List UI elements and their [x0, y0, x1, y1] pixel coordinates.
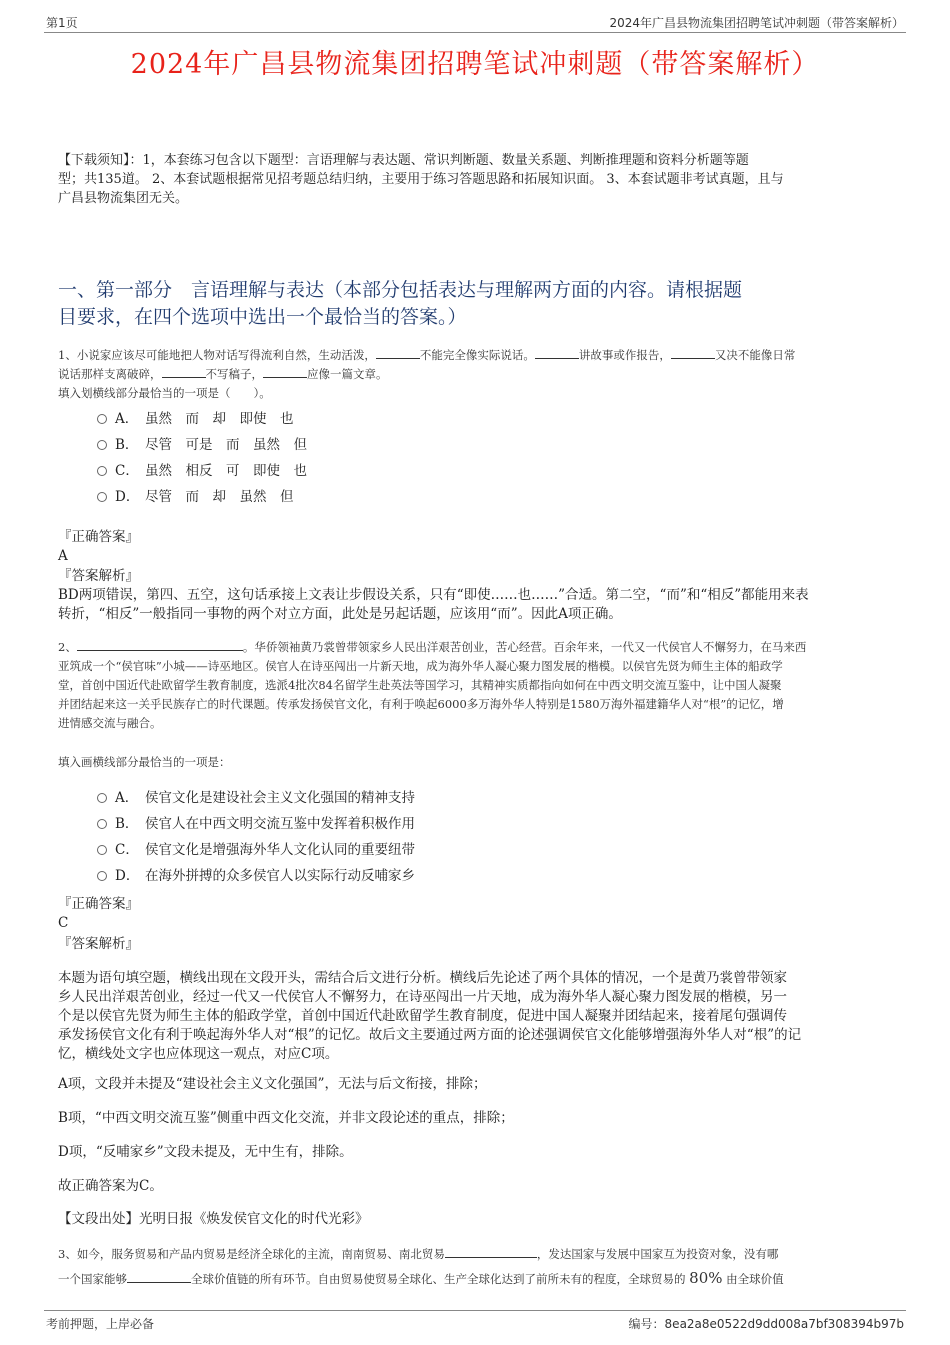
- option-text: 侯官文化是增强海外华人文化认同的重要纽带: [145, 842, 415, 858]
- q2-answer-label: 『正确答案』: [58, 896, 139, 912]
- q2-options: [97, 787, 415, 887]
- notice-block: [58, 151, 784, 208]
- q1-text: 不能完全像实际说话。: [419, 348, 535, 362]
- option-text: 在海外拼搏的众多侯官人以实际行动反哺家乡: [145, 868, 415, 884]
- analysis-line: 转折，“相反”一般指同一事物的两个对立方面，此处是另起话题，应该用“而”。因此A项正确。: [58, 606, 622, 622]
- footer-slogan: 考前押题，上岸必备: [46, 1317, 155, 1331]
- option-letter: D．: [115, 868, 140, 884]
- q1-analysis-label: 『答案解析』: [58, 568, 139, 584]
- question-2-stem: [58, 638, 908, 733]
- blank-line: [445, 1245, 537, 1258]
- q1-text: 应像一篇文章。: [307, 367, 388, 381]
- analysis-line: 个是以侯官先贤为师生主体的船政学堂，首创中国近代赴欧留学生教育制度，促进中国人凝聚并团结起来，接着尾句强调传: [58, 1008, 787, 1024]
- page-number: 第1页: [46, 16, 78, 30]
- q2-text: 。华侨领袖黄乃裳曾带领家乡人民出洋艰苦创业，苦心经营。百余年来，一代又一代侯官人不懈努力，在马来西: [242, 640, 807, 654]
- blank-line: [376, 346, 420, 359]
- blank-line: [671, 346, 715, 359]
- section-heading-line: 一、第一部分 言语理解与表达（本部分包括表达与理解两方面的内容。请根据题: [58, 279, 743, 301]
- document-title: 2024年广昌县物流集团招聘笔试冲刺题（带答案解析）: [130, 49, 820, 80]
- q1-analysis: [58, 586, 908, 624]
- analysis-line: BD两项错误，第四、五空，这句话承接上文表让步假设关系，只有“即使……也……”合适。第二空，“而”和“相反”都能用来表: [58, 587, 809, 603]
- q2-analysis-d: D项，“反哺家乡”文段未提及，无中生有，排除。: [58, 1144, 353, 1160]
- header-divider: [44, 32, 906, 33]
- option-text: 虽然 相反 可 即使 也: [145, 463, 307, 479]
- question-1-stem: [58, 346, 908, 403]
- q3-text: ，发达国家与发展中国家互为投资对象，没有哪: [536, 1247, 779, 1261]
- option-letter: B．: [115, 816, 139, 832]
- q2-analysis-b: B项，“中西文明交流互鉴”侧重中西文化交流，并非文段论述的重点，排除；: [58, 1110, 514, 1126]
- q2-analysis: [58, 969, 908, 1064]
- blank-line: [535, 346, 579, 359]
- q2-number: 2、: [58, 640, 77, 654]
- q2-text: 进情感交流与融合。: [58, 716, 162, 730]
- q3-text: 3、如今，服务贸易和产品内贸易是经济全球化的主流，南南贸易、南北贸易: [58, 1247, 445, 1261]
- q1-options: [97, 408, 307, 508]
- q2-prompt: 填入画横线部分最恰当的一项是：: [58, 755, 231, 769]
- q1-text: 讲故事或作报告，: [578, 348, 671, 362]
- option-d[interactable]: [97, 865, 415, 887]
- option-letter: A．: [115, 411, 139, 427]
- q1-answer: A: [58, 548, 68, 564]
- option-letter: C．: [115, 463, 139, 479]
- radio-icon[interactable]: [97, 414, 107, 424]
- option-b[interactable]: [97, 813, 415, 835]
- q1-text: 1、小说家应该尽可能地把人物对话写得流利自然，生动活泼，: [58, 348, 376, 362]
- radio-icon[interactable]: [97, 440, 107, 450]
- radio-icon[interactable]: [97, 845, 107, 855]
- option-a[interactable]: [97, 408, 307, 430]
- q1-text: 说话那样支离破碎，: [58, 367, 162, 381]
- analysis-line: 忆，横线处文字也应体现这一观点，对应C项。: [58, 1046, 339, 1062]
- analysis-line: 乡人民出洋艰苦创业，经过一代又一代侯官人不懈努力，在诗巫闯出一片天地，成为海外华人凝心聚力图发展的楷模，另一: [58, 989, 787, 1005]
- q2-conclusion: 故正确答案为C。: [58, 1178, 163, 1194]
- q2-text: 堂，首创中国近代赴欧留学生教育制度，选派4批次84名留学生赴英法等国学习，其精神实质都指向如何在中西文明交流互鉴中，让中国人凝聚: [58, 678, 782, 692]
- question-3-stem: [58, 1245, 908, 1289]
- option-text: 虽然 而 却 即使 也: [145, 411, 294, 427]
- option-text: 侯官人在中西文明交流互鉴中发挥着积极作用: [145, 816, 415, 832]
- running-header: 2024年广昌县物流集团招聘笔试冲刺题（带答案解析）: [609, 16, 904, 30]
- option-c[interactable]: [97, 839, 415, 861]
- radio-icon[interactable]: [97, 871, 107, 881]
- option-d[interactable]: [97, 486, 307, 508]
- option-c[interactable]: [97, 460, 307, 482]
- radio-icon[interactable]: [97, 466, 107, 476]
- q1-answer-label: 『正确答案』: [58, 529, 139, 545]
- notice-line: 【下载须知】：1，本套练习包含以下题型：言语理解与表达题、常识判断题、数量关系题、判断推理题和资料分析题等题: [58, 153, 749, 168]
- q2-text: 亚筑成一个“侯官味”小城——诗巫地区。侯官人在诗巫闯出一片新天地，成为海外华人凝心聚力图发展的楷模。以侯官先贤为师生主体的船政学: [58, 659, 783, 673]
- footer-divider: [44, 1310, 906, 1311]
- q3-percentage: 80%: [689, 1269, 723, 1287]
- q1-text: 又决不能像日常: [714, 348, 796, 362]
- section-heading: [58, 277, 742, 331]
- q2-analysis-a: A项，文段并未提及“建设社会主义文化强国”，无法与后文衔接，排除；: [58, 1076, 487, 1092]
- blank-line: [162, 365, 206, 378]
- radio-icon[interactable]: [97, 819, 107, 829]
- option-text: 尽管 而 却 虽然 但: [145, 489, 294, 505]
- radio-icon[interactable]: [97, 793, 107, 803]
- q2-analysis-label: 『答案解析』: [58, 936, 139, 952]
- option-text: 侯官文化是建设社会主义文化强国的精神支持: [145, 790, 415, 806]
- notice-line: 广昌县物流集团无关。: [58, 191, 189, 206]
- option-a[interactable]: [97, 787, 415, 809]
- option-letter: A．: [115, 790, 139, 806]
- option-letter: C．: [115, 842, 139, 858]
- q1-prompt: 填入划横线部分最恰当的一项是（ ）。: [58, 386, 271, 400]
- q1-text: 不写稿子，: [205, 367, 263, 381]
- footer-doc-id: 编号：8ea2a8e0522d9dd008a7bf308394b97b: [628, 1317, 904, 1331]
- q3-text: 一个国家能够: [58, 1272, 127, 1286]
- blank-line: [77, 638, 243, 651]
- option-text: 尽管 可是 而 虽然 但: [145, 437, 307, 453]
- option-letter: B．: [115, 437, 139, 453]
- blank-line: [263, 365, 307, 378]
- q3-text: 全球价值链的所有环节。自由贸易使贸易全球化、生产全球化达到了前所未有的程度，全球贸易的: [191, 1272, 686, 1286]
- analysis-line: 承发扬侯官文化有利于唤起海外华人对“根”的记忆。故后文主要通过两方面的论述强调侯官文化能够增强海外华人对“根”的记: [58, 1027, 802, 1043]
- q2-source: 【文段出处】光明日报《焕发侯官文化的时代光彩》: [58, 1211, 369, 1227]
- q3-text: 由全球价值: [726, 1272, 784, 1286]
- section-heading-line: 目要求，在四个选项中选出一个最恰当的答案。）: [58, 306, 467, 328]
- blank-line: [127, 1270, 191, 1283]
- option-b[interactable]: [97, 434, 307, 456]
- notice-line: 型；共135道。 2、本套试题根据常见招考题总结归纳，主要用于练习答题思路和拓展知识面。 3、本套试题非考试真题，且与: [58, 172, 784, 187]
- option-letter: D．: [115, 489, 140, 505]
- q2-text: 并团结起来这一关乎民族存亡的时代课题。传承发扬侯官文化，有利于唤起6000多万海外华人特别是1580万海外福建籍华人对“根”的记忆，增: [58, 697, 784, 711]
- radio-icon[interactable]: [97, 492, 107, 502]
- analysis-line: 本题为语句填空题，横线出现在文段开头，需结合后文进行分析。横线后先论述了两个具体的情况，一个是黄乃裳曾带领家: [58, 970, 787, 986]
- q2-answer: C: [58, 915, 69, 931]
